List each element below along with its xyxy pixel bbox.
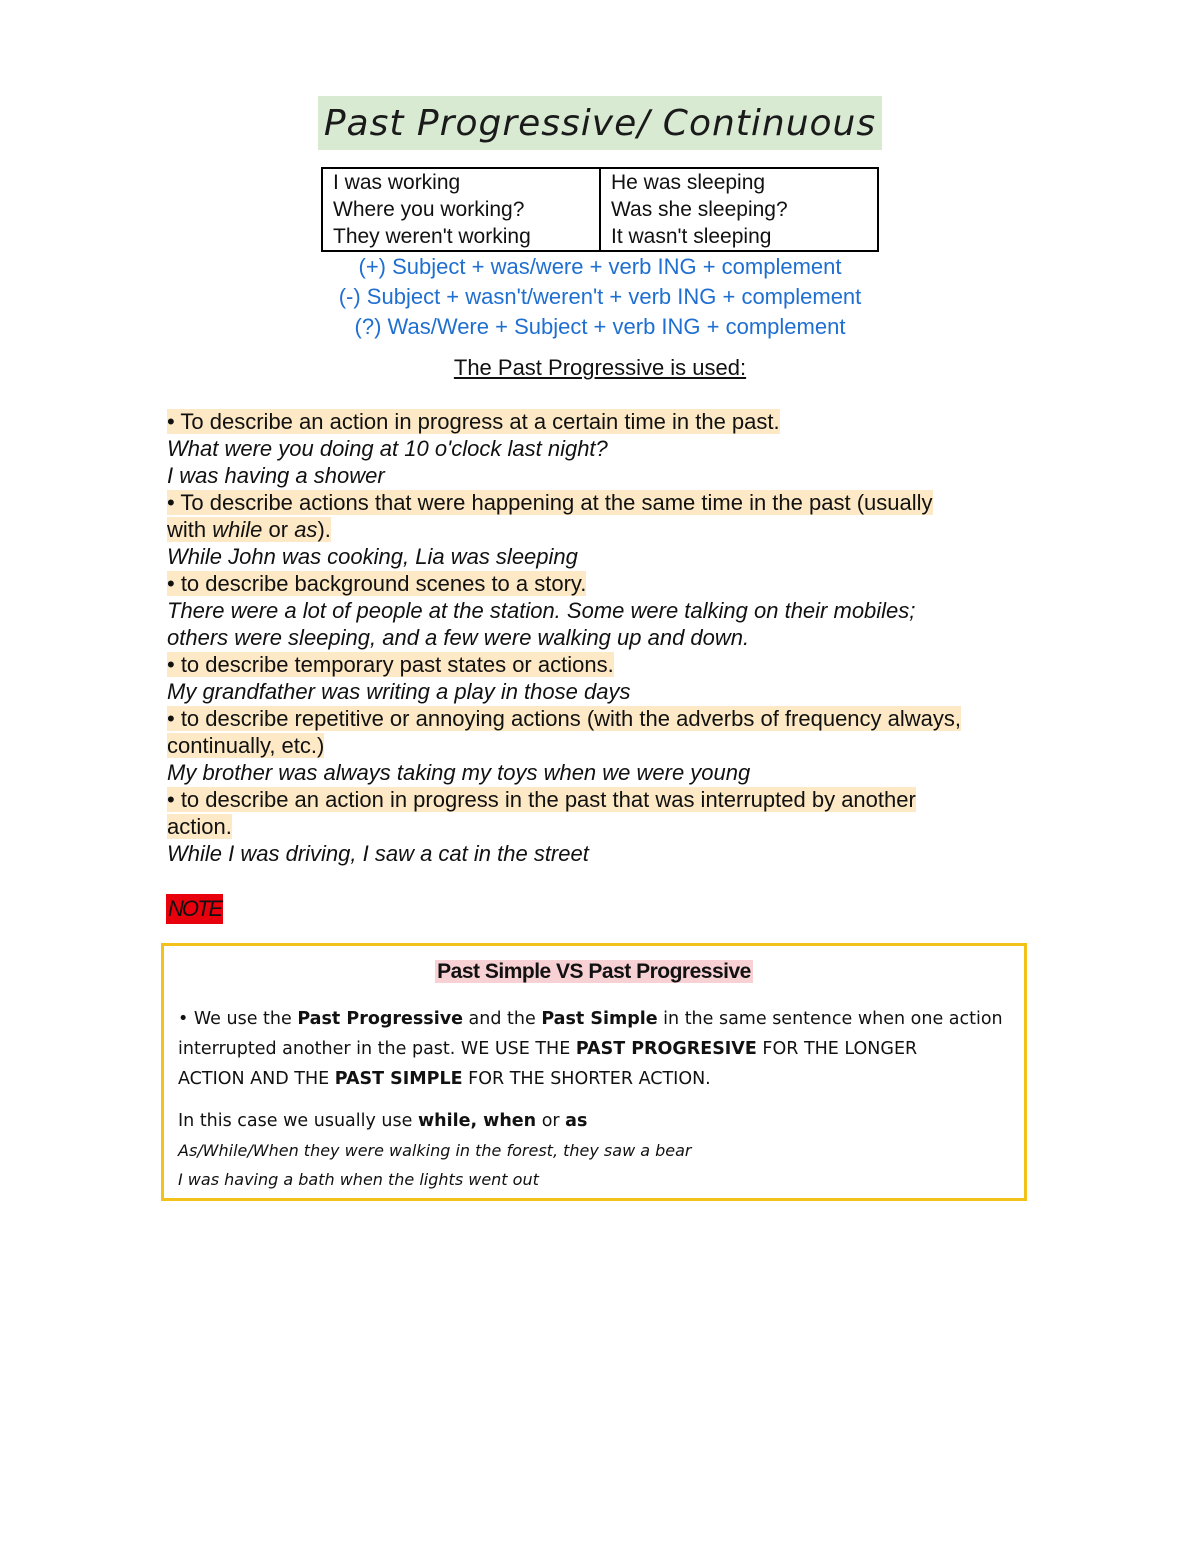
box-body bbox=[178, 1004, 1014, 1194]
use-rule: • to describe temporary past states or actions. bbox=[167, 652, 614, 677]
page-title: Past Progressive/ Continuous bbox=[318, 96, 882, 150]
rule-text: with bbox=[167, 517, 213, 542]
uses-list bbox=[167, 408, 1037, 867]
box-text: in the same sentence when one action bbox=[657, 1009, 1003, 1029]
box-example: As/While/When they were walking in the forest, they saw a bear bbox=[178, 1141, 692, 1160]
use-example: I was having a shower bbox=[167, 463, 385, 488]
table-line: I was working bbox=[333, 171, 461, 194]
use-rule: • to describe background scenes to a story. bbox=[167, 571, 587, 596]
box-line bbox=[178, 1004, 1014, 1034]
box-bold: PAST SIMPLE bbox=[334, 1069, 463, 1089]
box-bold: Past Progressive bbox=[297, 1009, 463, 1029]
box-text: ACTION AND THE bbox=[178, 1069, 335, 1089]
rule-keyword: as bbox=[294, 517, 318, 542]
use-rule: • To describe an action in progress at a certain time in the past. bbox=[167, 409, 780, 434]
rule-text: ). bbox=[317, 517, 331, 542]
rule-text: or bbox=[262, 517, 295, 542]
use-rule: • To describe actions that were happening at the same time in the past (usually bbox=[167, 490, 933, 515]
use-example: My brother was always taking my toys when we were young bbox=[167, 760, 751, 785]
use-example: What were you doing at 10 o'clock last night? bbox=[167, 436, 608, 461]
table-cell-left bbox=[322, 168, 600, 251]
box-title-wrapper bbox=[164, 960, 1024, 984]
use-example: While I was driving, I saw a cat in the street bbox=[167, 841, 589, 866]
table-line: It wasn't sleeping bbox=[611, 225, 772, 248]
comparison-box bbox=[161, 943, 1027, 1201]
use-example: My grandfather was writing a play in those days bbox=[167, 679, 631, 704]
box-line bbox=[178, 1034, 1014, 1064]
formulas bbox=[0, 252, 1200, 342]
box-text: and the bbox=[462, 1009, 542, 1029]
table-line: They weren't working bbox=[333, 225, 531, 248]
box-bold: as bbox=[565, 1111, 588, 1131]
table-line: Was she sleeping? bbox=[611, 198, 788, 221]
box-text: In this case we usually use bbox=[178, 1111, 418, 1131]
use-example: While John was cooking, Lia was sleeping bbox=[167, 544, 578, 569]
table-cell-right bbox=[600, 168, 878, 251]
formula-question: (?) Was/Were + Subject + verb ING + complement bbox=[354, 314, 846, 339]
rule-keyword: while bbox=[212, 517, 263, 542]
spacer bbox=[178, 1094, 1014, 1106]
use-rule-continued: action. bbox=[167, 814, 232, 839]
box-text: FOR THE LONGER bbox=[756, 1039, 918, 1059]
box-text: or bbox=[536, 1111, 566, 1131]
used-heading: The Past Progressive is used: bbox=[453, 355, 747, 380]
box-example: I was having a bath when the lights went out bbox=[178, 1170, 539, 1189]
use-rule: • to describe repetitive or annoying actions (with the adverbs of frequency always, bbox=[167, 706, 962, 731]
formula-negative: (-) Subject + wasn't/weren't + verb ING + complement bbox=[338, 284, 862, 309]
box-line bbox=[178, 1106, 1014, 1136]
box-text: interrupted another in the past. WE USE THE bbox=[178, 1039, 576, 1059]
examples-table bbox=[321, 167, 879, 252]
note-label: NOTE bbox=[166, 894, 223, 924]
table-line: Where you working? bbox=[333, 198, 525, 221]
box-title: Past Simple VS Past Progressive bbox=[437, 960, 751, 983]
box-text: • We use the bbox=[178, 1009, 298, 1029]
formula-positive: (+) Subject + was/were + verb ING + complement bbox=[358, 254, 842, 279]
use-rule-continued: continually, etc.) bbox=[167, 733, 325, 758]
use-rule: • to describe an action in progress in the past that was interrupted by another bbox=[167, 787, 916, 812]
box-bold: while, when bbox=[417, 1111, 537, 1131]
box-bold: PAST PROGRESIVE bbox=[575, 1039, 757, 1059]
table-line: He was sleeping bbox=[611, 171, 766, 194]
box-line bbox=[178, 1064, 1014, 1094]
used-heading-wrapper bbox=[0, 355, 1200, 381]
use-rule-continued bbox=[167, 517, 331, 542]
title-wrapper bbox=[0, 96, 1200, 150]
use-example: others were sleeping, and a few were walking up and down. bbox=[167, 625, 750, 650]
use-example: There were a lot of people at the station. Some were talking on their mobiles; bbox=[167, 598, 916, 623]
box-text: FOR THE SHORTER ACTION. bbox=[462, 1069, 711, 1089]
box-bold: Past Simple bbox=[541, 1009, 658, 1029]
